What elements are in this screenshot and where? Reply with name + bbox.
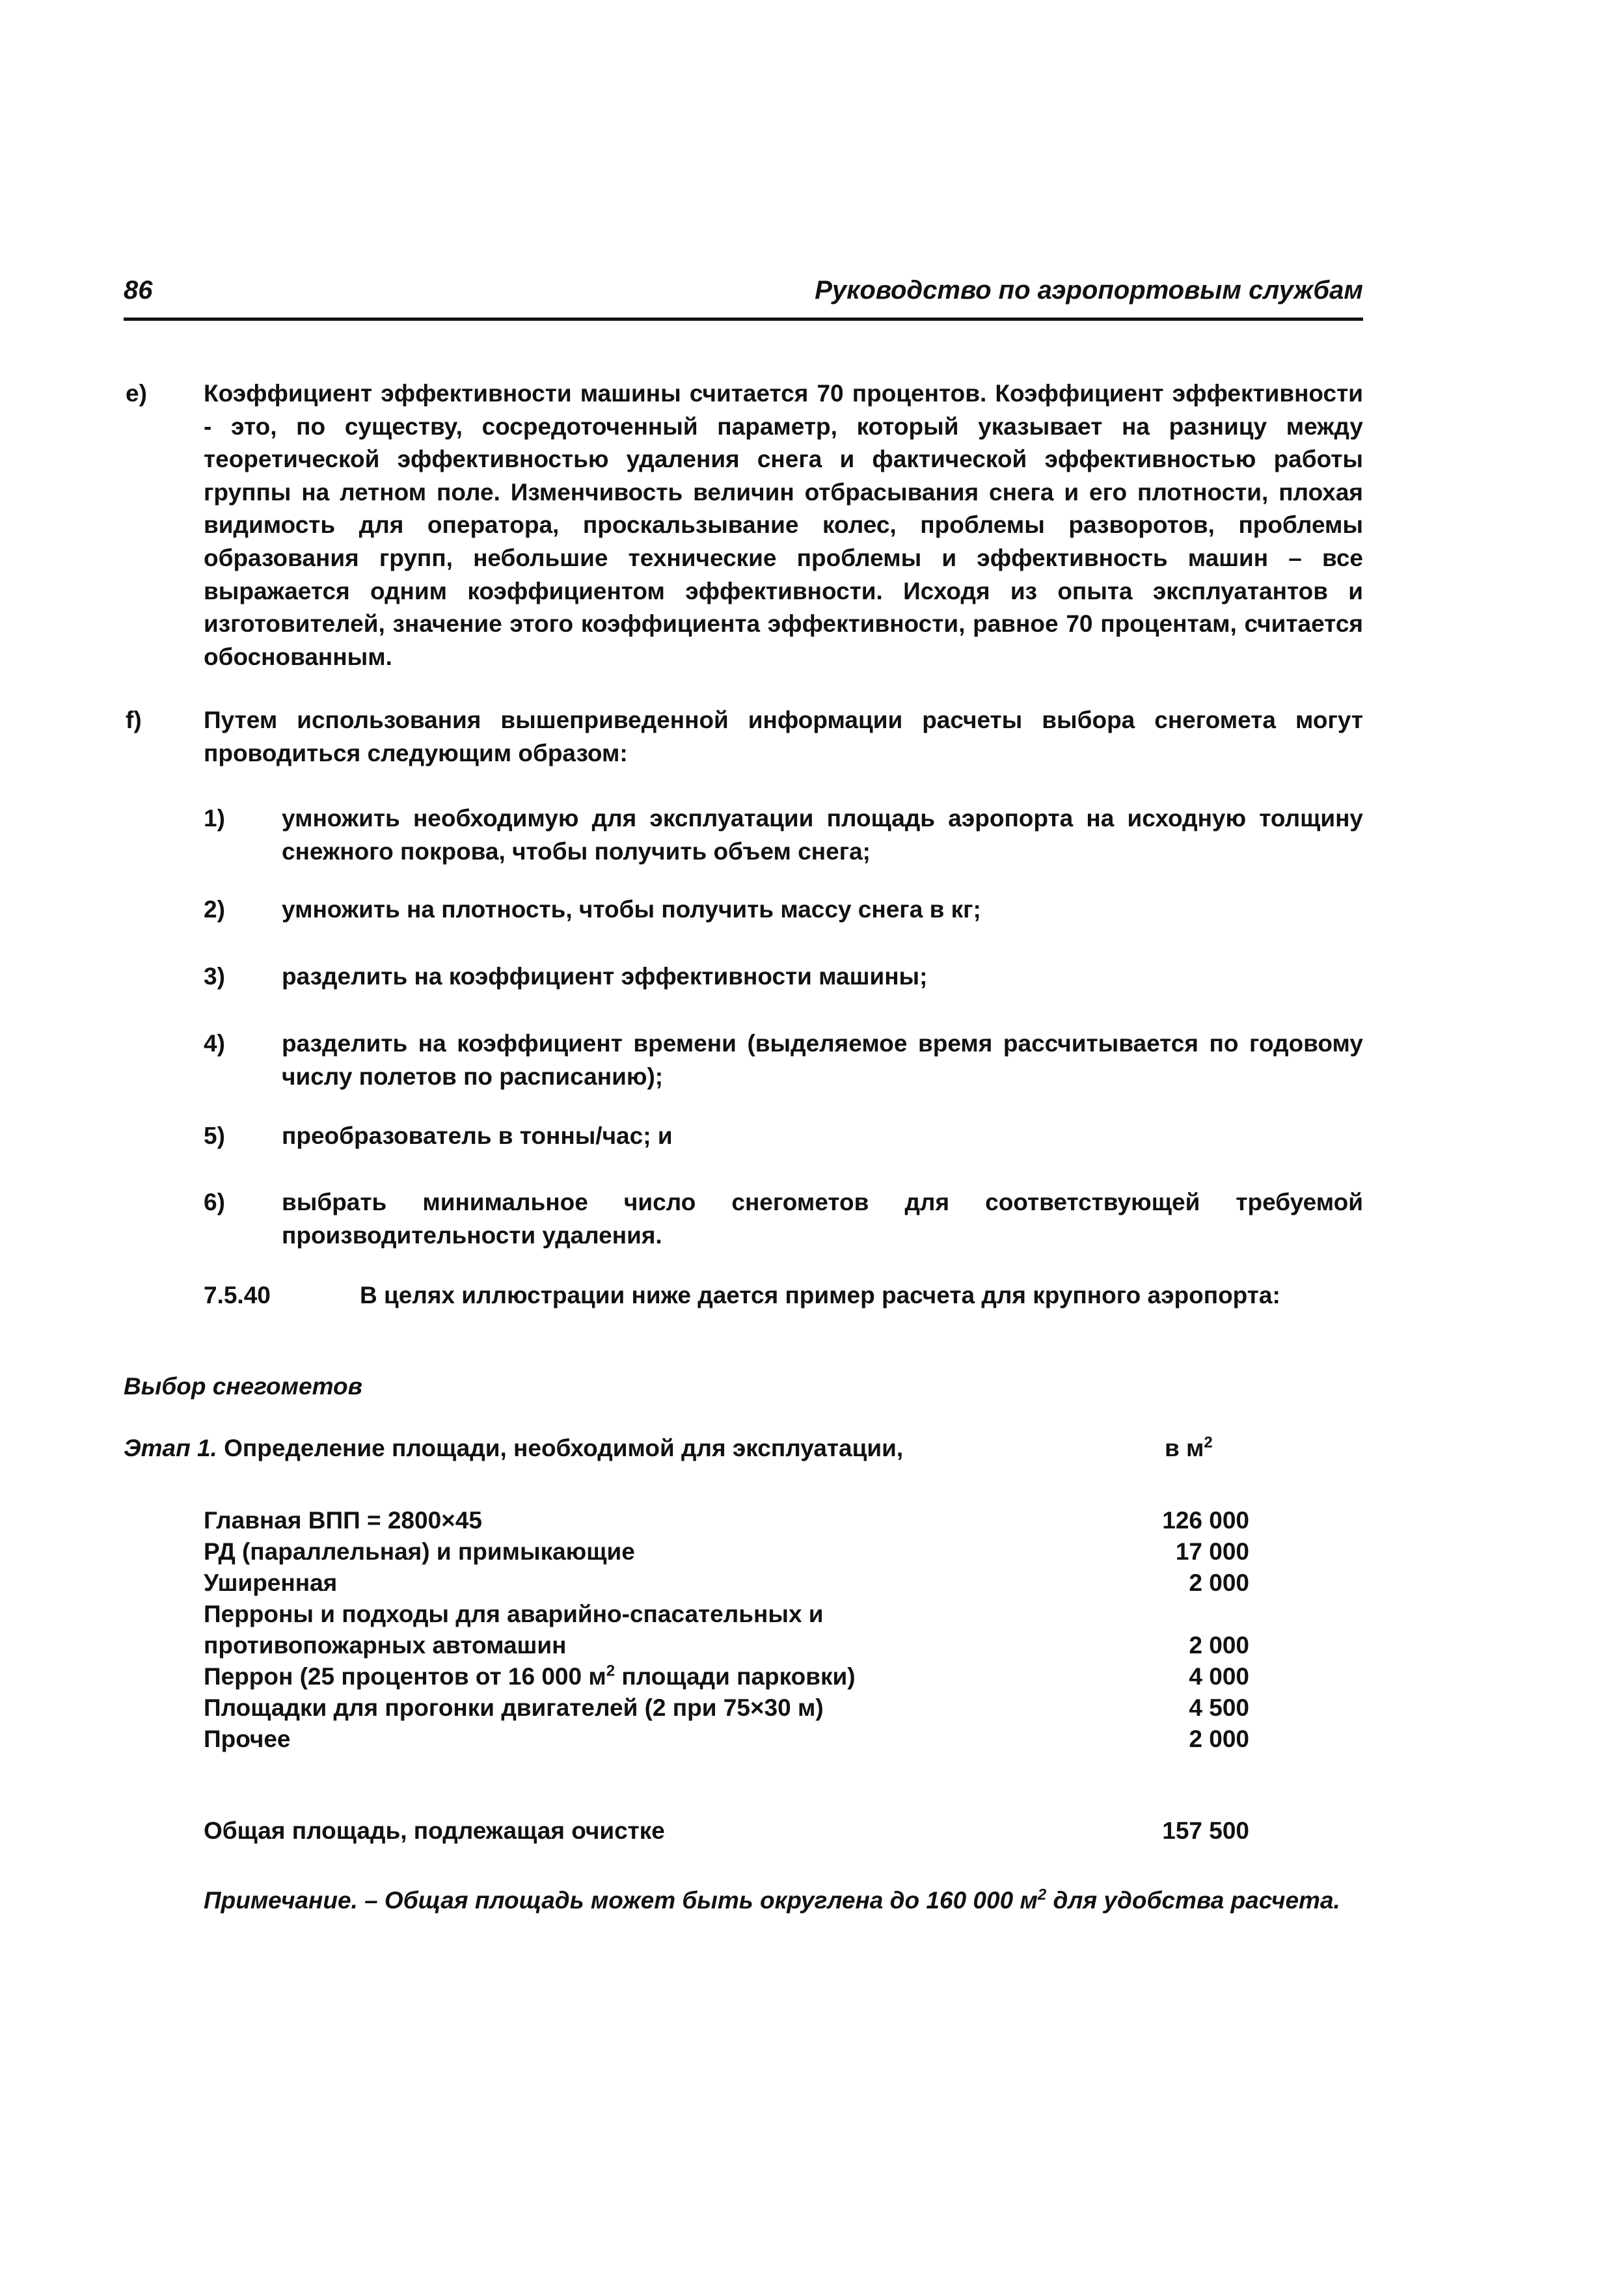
running-title: Руководство по аэропортовым службам	[815, 276, 1363, 305]
stage-text: Определение площади, необходимой для эксплуатации,	[224, 1435, 904, 1461]
row-value: 4 500	[1189, 1694, 1249, 1721]
paragraph-e	[126, 377, 1363, 673]
list-item-text: разделить на коэффициент эффективности машины;	[282, 963, 928, 990]
row-label: противопожарных автомашин	[204, 1632, 567, 1659]
row-label: Перроны и подходы для аварийно-спасательных и	[204, 1601, 824, 1627]
selection-title: Выбор снегометов	[124, 1373, 362, 1400]
row-label: Прочее	[204, 1726, 291, 1752]
row-label: Главная ВПП = 2800×45	[204, 1507, 482, 1534]
stage-heading	[124, 1431, 903, 1465]
paragraph-text: Путем использования вышеприведенной информации расчеты выбора снегомета могут проводиться следующим образом:	[204, 707, 1363, 766]
total-label: Общая площадь, подлежащая очистке	[204, 1817, 665, 1844]
list-item-text: преобразователь в тонны/час; и	[282, 1122, 673, 1149]
page-header	[124, 273, 1363, 321]
stage-label: Этап 1.	[124, 1435, 217, 1461]
list-item-number: 4)	[204, 1030, 225, 1057]
section-number: 7.5.40	[204, 1282, 271, 1308]
paragraph-f	[126, 704, 1363, 770]
list-item-number: 3)	[204, 963, 225, 990]
section-text: В целях иллюстрации ниже дается пример расчета для крупного аэропорта:	[360, 1282, 1280, 1308]
list-item-text: умножить на плотность, чтобы получить массу снега в кг;	[282, 896, 981, 923]
row-value: 4 000	[1189, 1663, 1249, 1690]
paragraph-marker: f)	[126, 707, 142, 733]
paragraph-text: Коэффициент эффективности машины считается 70 процентов. Коэффициент эффективности - это, по существу, сосредоточенный параметр, который указывает на разницу между теоретической эффективностью удаления снега и фактической эффективностью работы группы на летном поле. Изменчивость величин отбрасывания снега и его плотности, плохая видимость для оператора, проскальзывание колес, проблемы разворотов, проблемы образования групп, небольшие технические проблемы и эффективность машин – все выражается одним коэффициентом эффективности. Исходя из опыта эксплуатантов и изготовителей, значение этого коэффициента эффективности, равное 70 процентам, считается обоснованным.	[204, 380, 1363, 670]
list-item	[204, 1119, 1363, 1152]
list-item-text: выбрать минимальное число снегометов для соответствующей требуемой производительности удаления.	[282, 1189, 1363, 1249]
row-value: 126 000	[1162, 1507, 1249, 1534]
list-item	[204, 802, 1363, 868]
list-item-number: 6)	[204, 1189, 225, 1215]
list-item-text: умножить необходимую для эксплуатации площадь аэропорта на исходную толщину снежного покрова, чтобы получить объем снега;	[282, 805, 1363, 865]
row-label: РД (параллельная) и примыкающие	[204, 1538, 635, 1565]
list-item	[204, 1027, 1363, 1093]
list-item-text: разделить на коэффициент времени (выделяемое время рассчитывается по годовому числу полетов по расписанию);	[282, 1030, 1363, 1090]
list-item-number: 2)	[204, 896, 225, 923]
row-label: Уширенная	[204, 1569, 338, 1596]
total-value: 157 500	[1162, 1817, 1249, 1844]
row-label: Площадки для прогонки двигателей (2 при 75×30 м)	[204, 1694, 824, 1721]
list-item	[204, 960, 1363, 993]
row-value: 2 000	[1189, 1726, 1249, 1752]
list-item	[204, 893, 1363, 926]
list-item	[204, 1186, 1363, 1252]
stage-unit: в $м^2$	[1165, 1433, 1213, 1461]
paragraph-marker: e)	[126, 380, 147, 407]
note: Примечание. – Общая площадь может быть округлена до 160 000 $м^2$ для удобства расчета.	[204, 1886, 1340, 1914]
row-value: 2 000	[1189, 1569, 1249, 1596]
list-item-number: 5)	[204, 1122, 225, 1149]
row-value: 17 000	[1175, 1538, 1249, 1565]
page-number: 86	[124, 276, 153, 305]
row-label: Перрон (25 процентов от 16 000 $м^2$ площади парковки)	[204, 1662, 856, 1690]
list-item-number: 1)	[204, 805, 225, 832]
row-value: 2 000	[1189, 1632, 1249, 1659]
